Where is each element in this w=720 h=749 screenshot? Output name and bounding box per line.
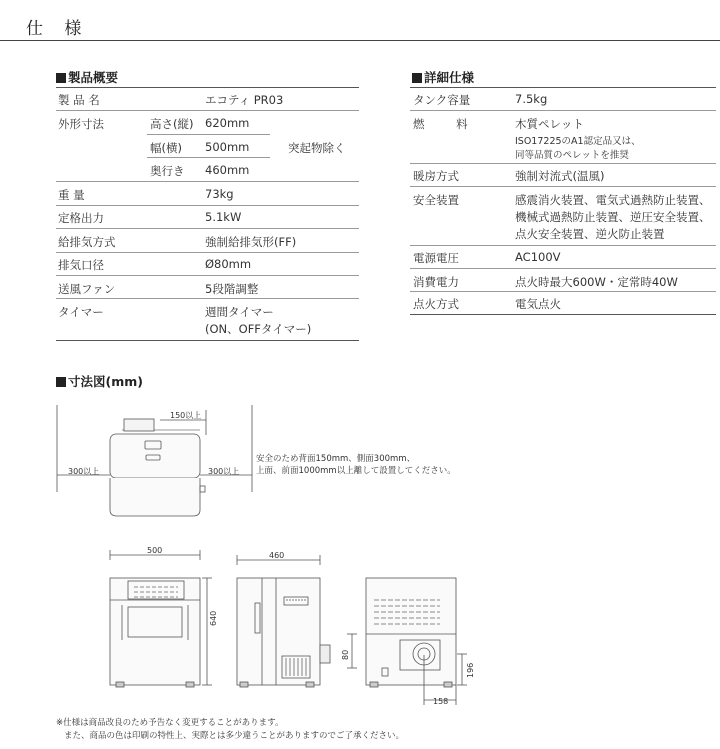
height-label: 高さ(縦) bbox=[150, 117, 194, 131]
safety-value-line1: 感震消火装置、電気式過熱防止装置、 bbox=[515, 193, 711, 207]
power-label: 電源電圧 bbox=[413, 251, 459, 265]
top-clearance-label: 150以上 bbox=[170, 411, 202, 420]
ignition-label: 点火方式 bbox=[413, 297, 459, 311]
outer-dimension-note: 突起物除く bbox=[288, 141, 346, 155]
consumption-value: 点火時最大600W・定常時40W bbox=[515, 275, 678, 289]
side-view bbox=[237, 555, 330, 687]
heating-label: 暖房方式 bbox=[413, 169, 459, 183]
depth-value: 460mm bbox=[205, 163, 250, 177]
consumption-label: 消費電力 bbox=[413, 275, 459, 289]
width-dimension-label: 500 bbox=[147, 546, 163, 555]
fuel-note-line1: ISO17225のA1認定品又は、 bbox=[515, 136, 641, 147]
clearance-diagram bbox=[57, 405, 252, 516]
height-value: 620mm bbox=[205, 116, 250, 130]
fuel-note-line2: 同等品質のペレットを推奨 bbox=[515, 150, 629, 161]
clearance-note-line2: 上面、前面1000mm以上離して設置してください。 bbox=[256, 466, 456, 476]
flue-height-label: 80 bbox=[341, 649, 350, 660]
flue-vertical-offset-label: 196 bbox=[466, 662, 475, 678]
rear-view bbox=[347, 578, 467, 705]
spec-label: 排気口径 bbox=[58, 258, 104, 272]
power-value: AC100V bbox=[515, 250, 561, 264]
front-view bbox=[110, 550, 212, 687]
timer-value-line2: (ON、OFFタイマー) bbox=[205, 322, 312, 336]
spec-value: Ø80mm bbox=[205, 257, 252, 271]
flue-horizontal-offset-label: 158 bbox=[433, 697, 449, 706]
spec-value: 5段階調整 bbox=[205, 282, 259, 296]
spec-label: 定格出力 bbox=[58, 211, 104, 225]
spec-value: 強制給排気形(FF) bbox=[205, 235, 297, 249]
footnote-line1: ※仕様は商品改良のため予告なく変更することがあります。 bbox=[56, 718, 284, 728]
spec-label: 重 量 bbox=[58, 188, 85, 202]
timer-label: タイマー bbox=[58, 305, 104, 319]
product-name-value: エコティ PR03 bbox=[205, 93, 284, 107]
depth-dimension-label: 460 bbox=[269, 551, 285, 560]
tank-label: タンク容量 bbox=[413, 93, 471, 107]
safety-value-line3: 点火安全装置、逆火防止装置 bbox=[515, 227, 665, 241]
heating-value: 強制対流式(温風) bbox=[515, 169, 605, 183]
spec-value: 73kg bbox=[205, 187, 234, 201]
spec-value: 5.1kW bbox=[205, 210, 242, 224]
tank-value: 7.5kg bbox=[515, 92, 548, 106]
fuel-value: 木質ペレット bbox=[515, 117, 584, 131]
right-clearance-label: 300以上 bbox=[208, 467, 240, 476]
safety-value-line2: 機械式過熱防止装置、逆圧安全装置、 bbox=[515, 210, 711, 224]
detail-heading: 詳細仕様 bbox=[412, 68, 474, 86]
spec-label: 送風ファン bbox=[58, 282, 116, 296]
outer-dimension-label: 外形寸法 bbox=[58, 117, 104, 131]
timer-value-line1: 週間タイマー bbox=[205, 305, 274, 319]
footnote-line2: また、商品の色は印刷の特性上、実際とは多少違うことがありますのでご了承ください。 bbox=[64, 731, 405, 741]
overview-heading: 製品概要 bbox=[56, 68, 118, 86]
ignition-value: 電気点火 bbox=[515, 297, 561, 311]
dimensions-heading: 寸法図(mm) bbox=[56, 372, 143, 390]
left-clearance-label: 300以上 bbox=[68, 467, 100, 476]
width-label: 幅(横) bbox=[150, 141, 182, 155]
depth-label: 奥行き bbox=[150, 164, 185, 178]
spec-label: 給排気方式 bbox=[58, 235, 116, 249]
fuel-label: 燃 料 bbox=[413, 117, 482, 131]
height-dimension-label: 640 bbox=[209, 610, 218, 626]
page-title: 仕 様 bbox=[26, 19, 90, 39]
clearance-note-line1: 安全のため背面150mm、側面300mm、 bbox=[256, 454, 416, 464]
safety-label: 安全装置 bbox=[413, 193, 459, 207]
product-name-label: 製 品 名 bbox=[58, 93, 100, 107]
width-value: 500mm bbox=[205, 140, 250, 154]
